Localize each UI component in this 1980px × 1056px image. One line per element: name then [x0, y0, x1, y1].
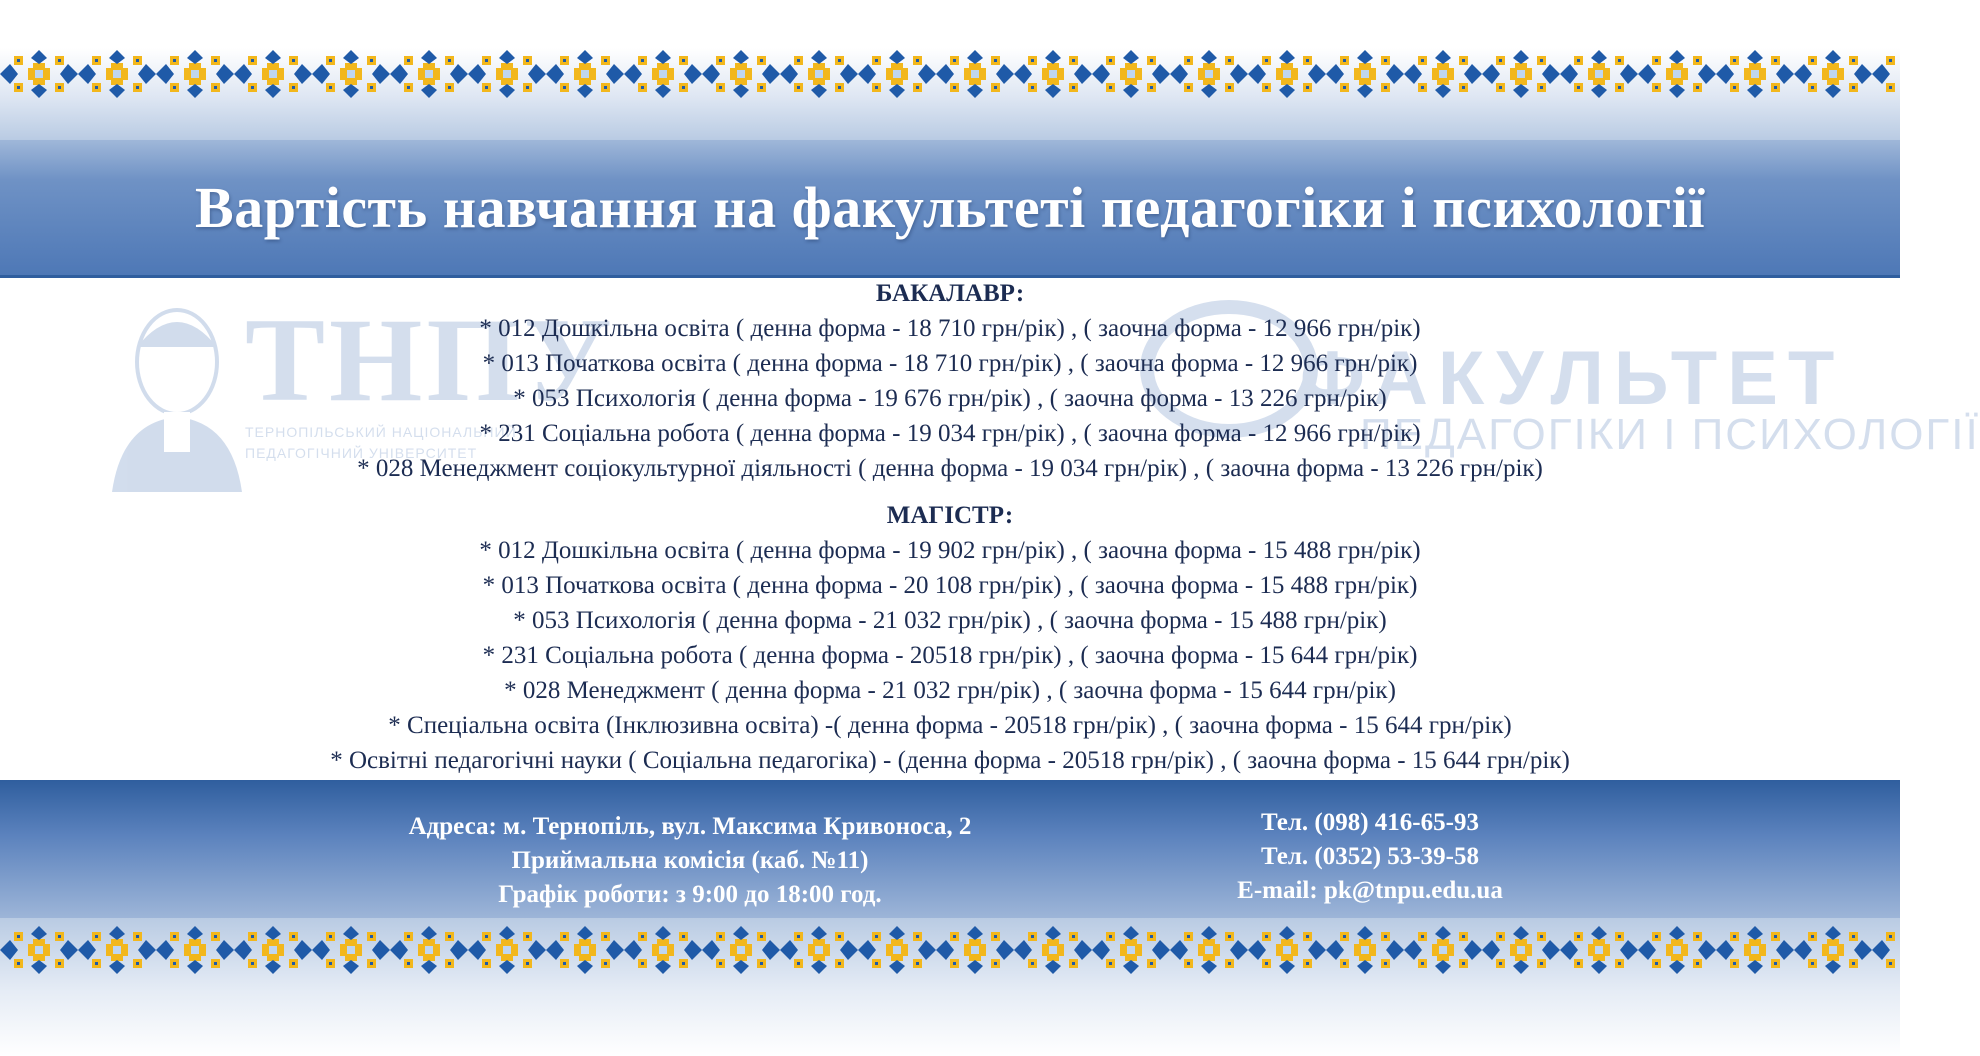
address-block [340, 810, 1040, 912]
master-heading: МАГІСТР: [886, 502, 1014, 529]
bottom-ornament-border [0, 918, 1900, 1056]
page-title: Вартість навчання на факультеті педагогіки і психології [195, 175, 1705, 240]
title-banner [0, 140, 1900, 278]
bachelor-item: * 013 Початкова освіта ( денна форма - 18 710 грн/рік) , ( заочна форма - 12 966 грн/рік) [482, 350, 1418, 377]
ornament-pattern [0, 926, 1900, 974]
price-list [0, 276, 1900, 778]
master-item: * 053 Психологія ( денна форма - 21 032 грн/рік) , ( заочна форма - 15 488 грн/рік) [513, 607, 1387, 634]
contact-footer [0, 780, 1900, 918]
top-ornament-border [0, 0, 1900, 140]
bachelor-heading: БАКАЛАВР: [875, 280, 1025, 307]
master-item: * 231 Соціальна робота ( денна форма - 20518 грн/рік) , ( заочна форма - 15 644 грн/рік) [482, 642, 1418, 669]
master-item: * 028 Менеджмент ( денна форма - 21 032 грн/рік) , ( заочна форма - 15 644 грн/рік) [504, 677, 1396, 704]
faculty-subtitle: ПЕДАГОГІКИ І ПСИХОЛОГІЇ [1360, 410, 1980, 459]
office-text: Приймальна комісія (каб. №11) [511, 847, 869, 874]
phone-1: Тел. (098) 416-65-93 [1261, 809, 1479, 836]
contacts-block [1170, 806, 1570, 908]
master-item: * 013 Початкова освіта ( денна форма - 20 108 грн/рік) , ( заочна форма - 15 488 грн/рік) [482, 572, 1418, 599]
bachelor-item: * 028 Менеджмент соціокультурної діяльності ( денна форма - 19 034 грн/рік) , ( заочна форма - 13 226 грн/рік) [357, 455, 1543, 482]
master-item: * 012 Дошкільна освіта ( денна форма - 19 902 грн/рік) , ( заочна форма - 15 488 грн/рік) [479, 537, 1421, 564]
email-link[interactable]: E-mail: pk@tnpu.edu.ua [1237, 877, 1503, 904]
master-item: * Спеціальна освіта (Інклюзивна освіта) -( денна форма - 20518 грн/рік) , ( заочна форма - 15 644 грн/рік) [388, 712, 1512, 739]
hours-text: Графік роботи: з 9:00 до 18:00 год. [498, 881, 882, 908]
university-logo-text: ТНПУ [245, 293, 616, 426]
ornament-pattern [0, 50, 1900, 98]
bachelor-item: * 012 Дошкільна освіта ( денна форма - 18 710 грн/рік) , ( заочна форма - 12 966 грн/рік) [479, 315, 1421, 342]
phone-2: Тел. (0352) 53-39-58 [1261, 843, 1479, 870]
address-text: Адреса: м. Тернопіль, вул. Максима Кривоноса, 2 [408, 813, 972, 840]
university-name-line2: ПЕДАГОГІЧНИЙ УНІВЕРСИТЕТ [245, 444, 478, 461]
master-item: * Освітні педагогічні науки ( Соціальна педагогіка) - (денна форма - 20518 грн/рік) , ( заочна форма - 15 644 грн/рік) [330, 747, 1570, 774]
bachelor-item: * 231 Соціальна робота ( денна форма - 19 034 грн/рік) , ( заочна форма - 12 966 грн/рік) [479, 420, 1421, 447]
bachelor-item: * 053 Психологія ( денна форма - 19 676 грн/рік) , ( заочна форма - 13 226 грн/рік) [513, 385, 1387, 412]
faculty-word: ФАКУЛЬТЕТ [1300, 336, 1845, 421]
university-name-line1: ТЕРНОПІЛЬСЬКИЙ НАЦІОНАЛЬНИЙ [245, 424, 517, 440]
